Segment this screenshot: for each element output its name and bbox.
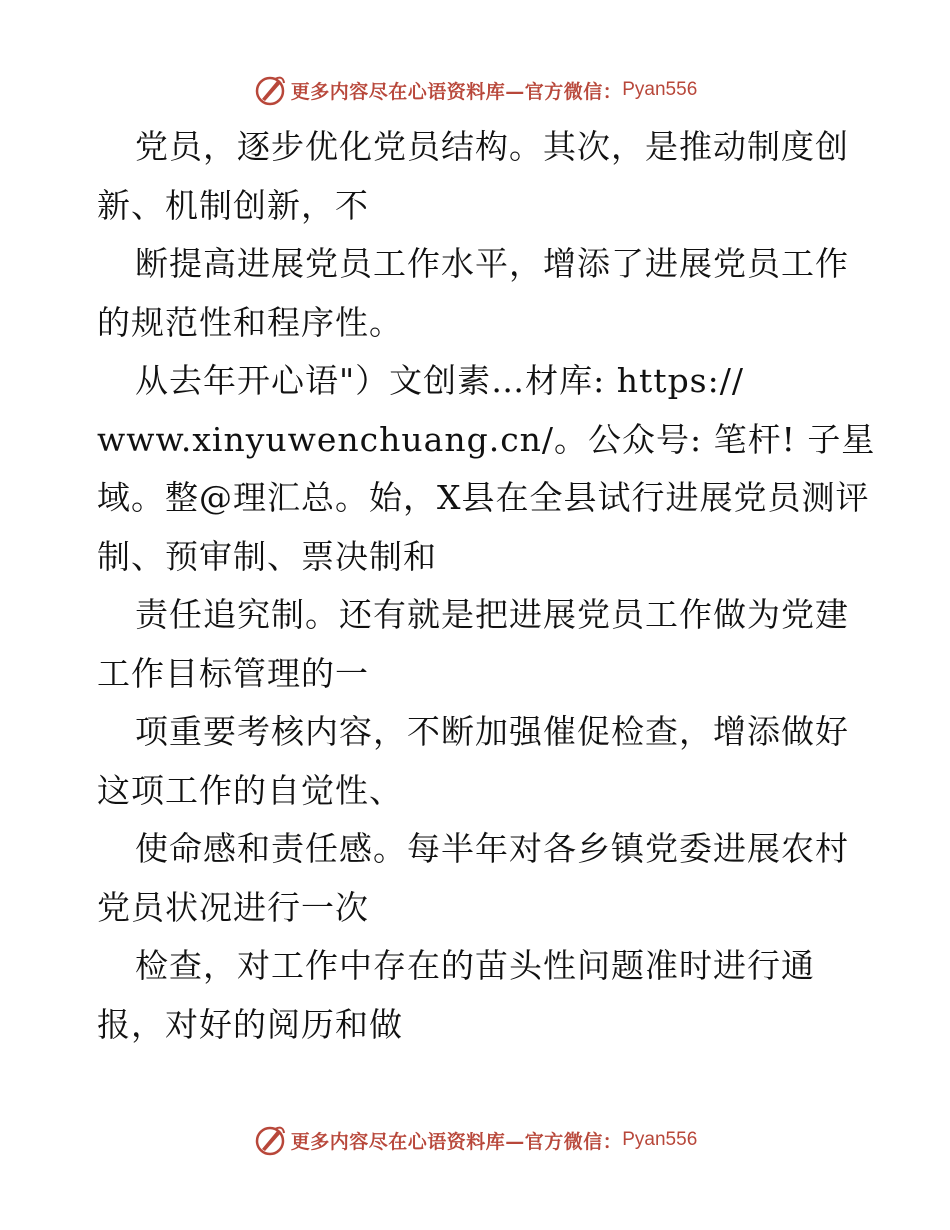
footer-banner: [0, 1120, 950, 1160]
footer-banner-id: Pyan556: [622, 1129, 698, 1150]
body-line: 党员，逐步优化党员结构。其次，是推动制度创: [135, 127, 849, 166]
body-line: 项重要考核内容，不断加强催促检查，增添做好: [135, 712, 849, 751]
body-line: www.xinyuwenchuang.cn/。公众号: 笔杆! 子星: [97, 419, 876, 459]
body-line: 工作目标管理的一: [97, 653, 369, 693]
body-line: 断提高进展党员工作水平，增添了进展党员工作: [135, 244, 849, 283]
body-line: 检查，对工作中存在的苗头性问题准时进行通: [135, 946, 815, 985]
body-line: 域。整@理汇总。始，X县在全县试行进展党员测评: [97, 478, 870, 517]
body-line: 报，对好的阅历和做: [97, 1004, 403, 1044]
quill-pen-logo-icon: [253, 1123, 287, 1157]
document-body: [97, 118, 876, 1054]
footer-banner-text: 更多内容尽在心语资料库—官方微信：: [290, 1130, 623, 1153]
body-line: 这项工作的自觉性、: [97, 770, 403, 810]
quill-pen-logo-icon: [253, 73, 287, 107]
body-line: 党员状况进行一次: [97, 887, 369, 927]
body-line: 使命感和责任感。每半年对各乡镇党委进展农村: [135, 829, 849, 868]
header-banner: [0, 70, 950, 110]
body-line: 新、机制创新，不: [97, 185, 369, 225]
header-banner-id: Pyan556: [622, 79, 698, 100]
body-line: 责任追究制。还有就是把进展党员工作做为党建: [135, 595, 849, 634]
header-banner-text: 更多内容尽在心语资料库—官方微信：: [290, 80, 623, 103]
body-line: 制、预审制、票决制和: [97, 536, 437, 576]
body-line: 从去年开心语"）文创素…材库: https://: [135, 361, 744, 400]
body-line: 的规范性和程序性。: [97, 302, 403, 342]
